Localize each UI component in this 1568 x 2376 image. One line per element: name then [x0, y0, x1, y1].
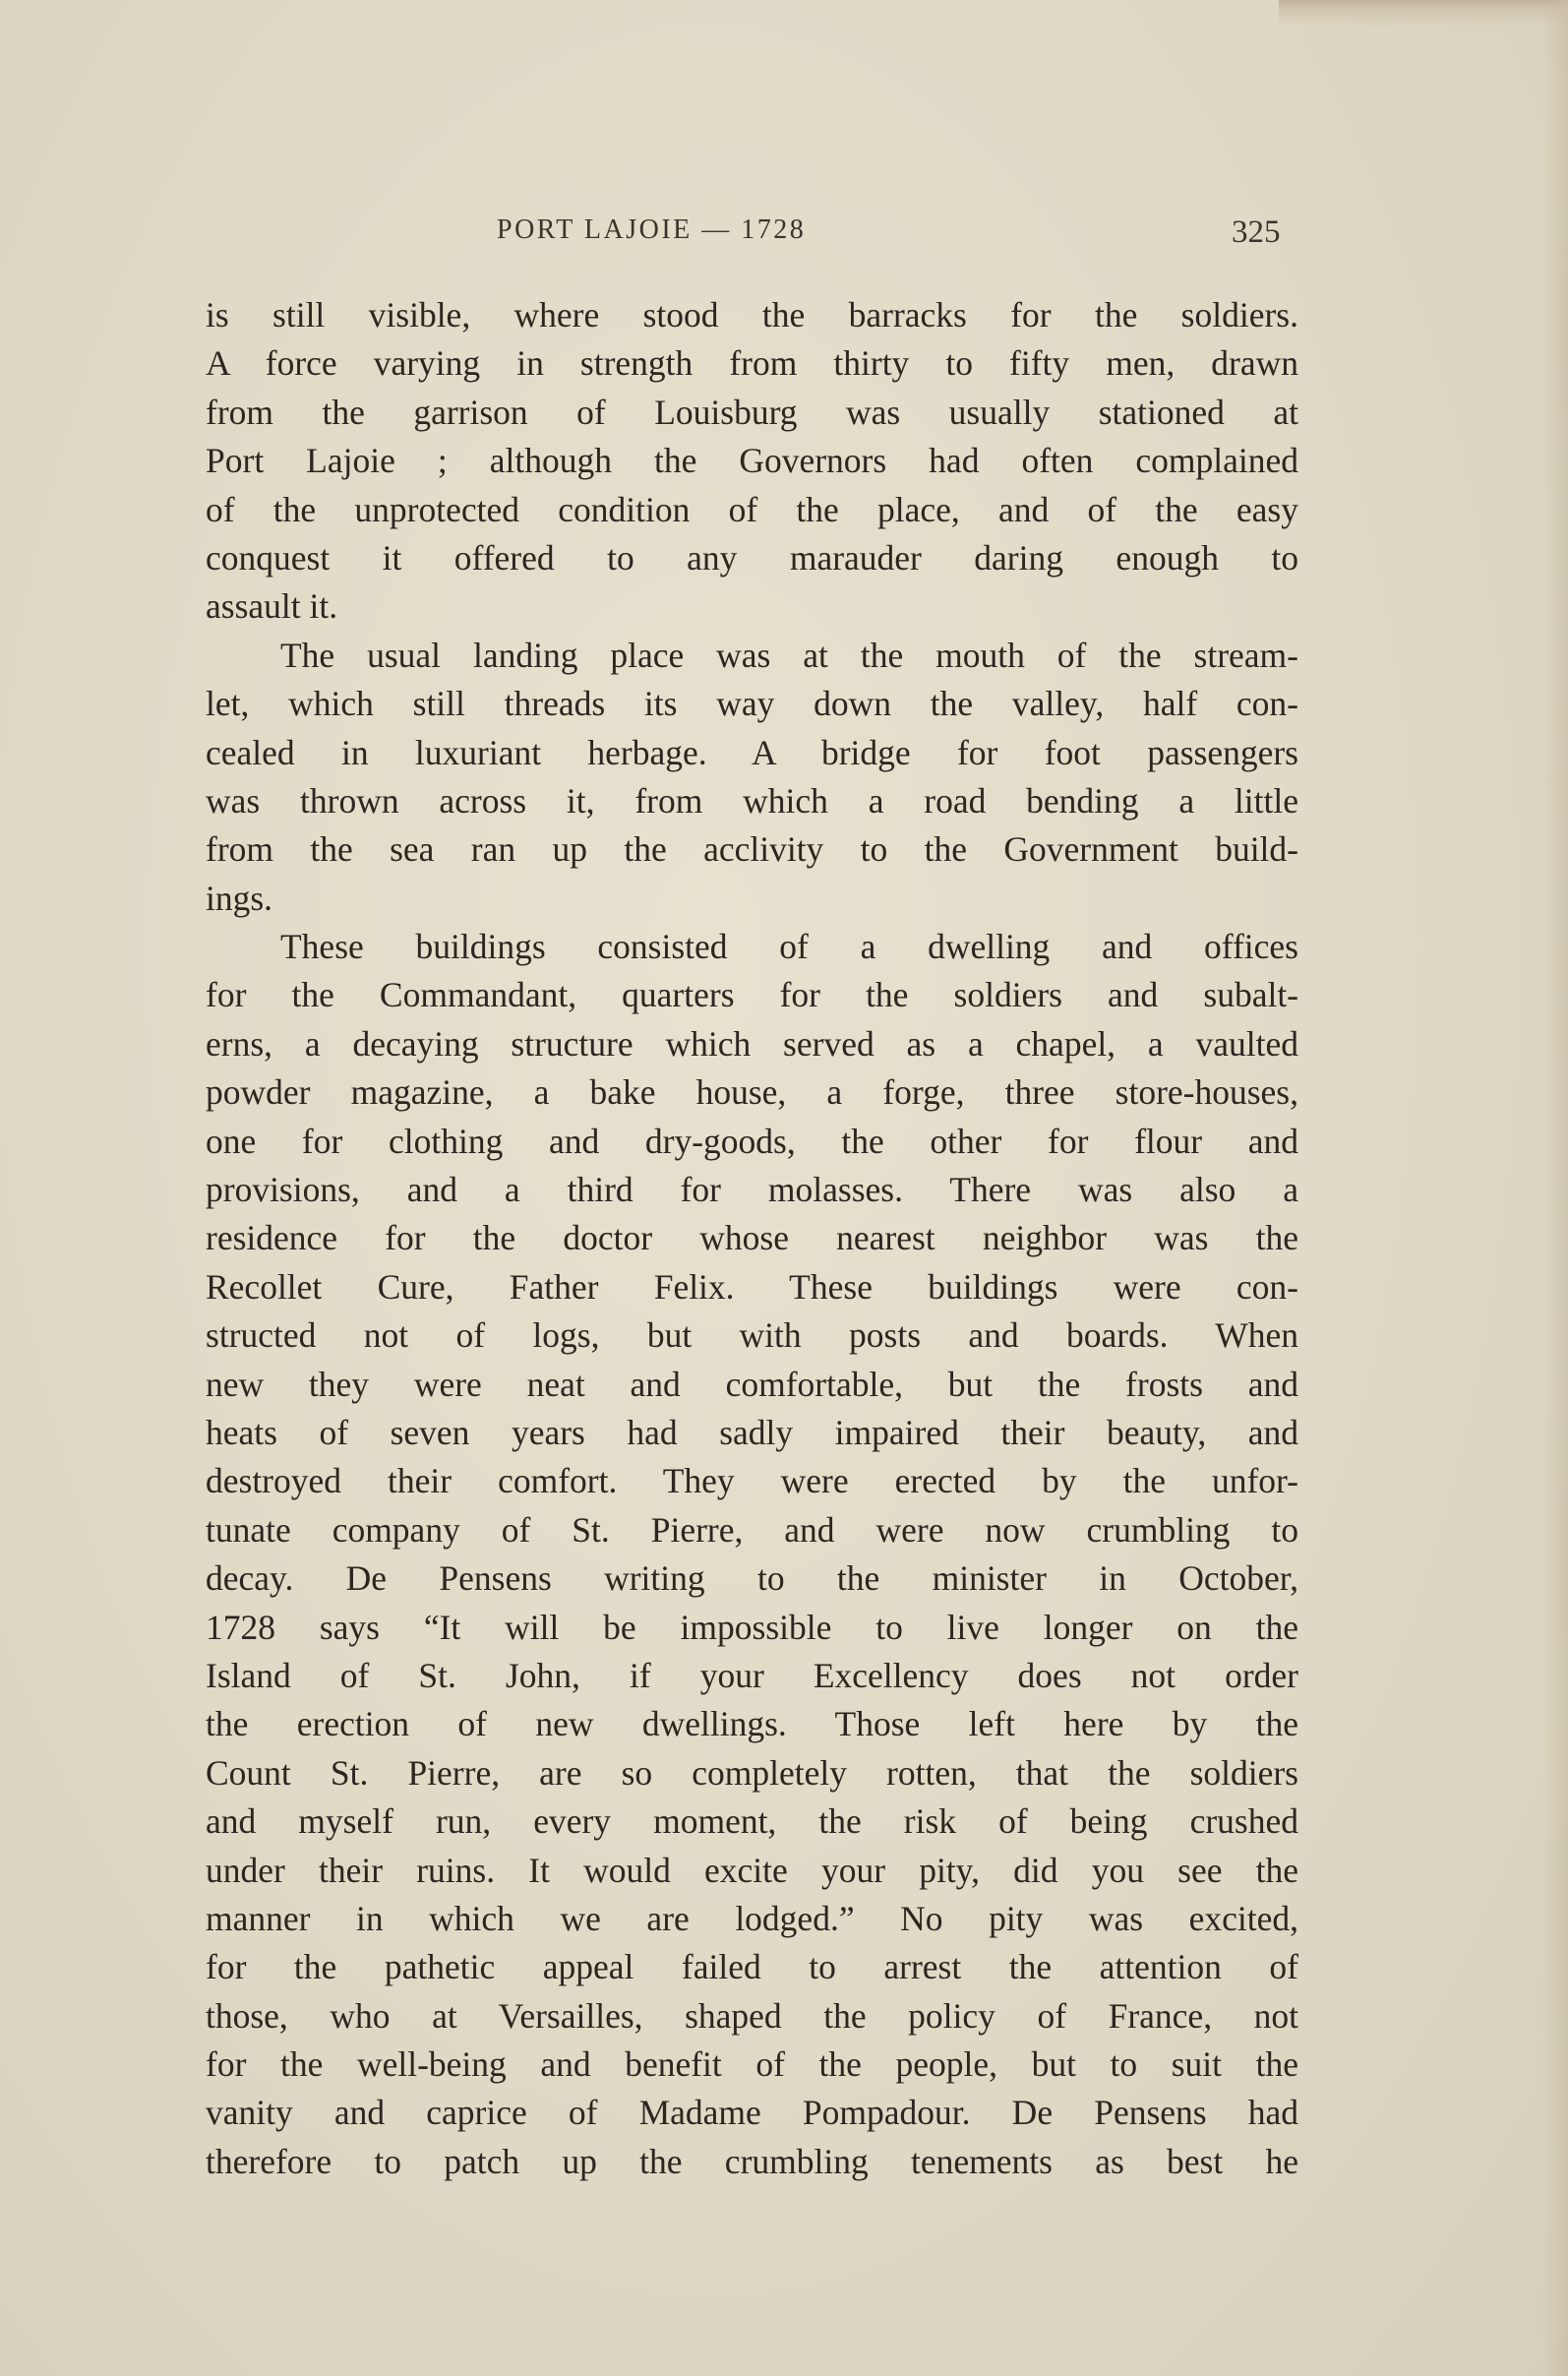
running-head: PORT LAJOIE — 1728 — [497, 214, 807, 245]
text-line: residence for the doctor whose nearest neighbor was the — [206, 1218, 1298, 1258]
text-line: for the Commandant, quarters for the soldiers and subalt- — [206, 975, 1298, 1015]
text-line: the erection of new dwellings. Those left here by the — [206, 1704, 1298, 1744]
text-line: heats of seven years had sadly impaired their beauty, and — [206, 1412, 1298, 1452]
text-line: tunate company of St. Pierre, and were now crumbling to — [206, 1509, 1298, 1550]
text-line: erns, a decaying structure which served as a chapel, a vaulted — [206, 1023, 1298, 1064]
text-line: was thrown across it, from which a road bending a little — [206, 780, 1298, 821]
text-line: from the garrison of Louisburg was usually stationed at — [206, 392, 1298, 432]
text-line: those, who at Versailles, shaped the policy of France, not — [206, 1995, 1298, 2036]
text-line: Count St. Pierre, are so completely rotten, that the soldiers — [206, 1752, 1298, 1793]
text-line: 1728 says “It will be impossible to live longer on the — [206, 1607, 1298, 1647]
text-line: structed not of logs, but with posts and boards. When — [206, 1315, 1298, 1356]
text-line: Port Lajoie ; although the Governors had often complained — [206, 441, 1298, 481]
page-top-edge — [1279, 0, 1568, 28]
text-line: decay. De Pensens writing to the minister in October, — [206, 1558, 1298, 1599]
page-right-edge — [1542, 0, 1568, 2376]
text-line: A force varying in strength from thirty to fifty men, drawn — [206, 343, 1298, 384]
paragraph-first-line: These buildings consisted of a dwelling and offices — [280, 927, 1298, 967]
text-line: manner in which we are lodged.” No pity was excited, — [206, 1898, 1298, 1938]
text-line: provisions, and a third for molasses. There was also a — [206, 1170, 1298, 1210]
body-text — [206, 291, 1298, 2186]
text-line: is still visible, where stood the barracks for the soldiers. — [206, 295, 1298, 335]
text-line: powder magazine, a bake house, a forge, three store-houses, — [206, 1072, 1298, 1113]
text-line: Island of St. John, if your Excellency does not order — [206, 1655, 1298, 1695]
text-line: cealed in luxuriant herbage. A bridge for foot passengers — [206, 732, 1298, 772]
text-line: one for clothing and dry-goods, the other for flour and — [206, 1121, 1298, 1161]
text-line: therefore to patch up the crumbling tenements as best he — [206, 2141, 1298, 2181]
text-line: let, which still threads its way down the valley, half con- — [206, 684, 1298, 724]
paragraph-first-line: The usual landing place was at the mouth of the stream- — [280, 635, 1298, 675]
text-line: assault it. — [206, 586, 338, 627]
text-line: under their ruins. It would excite your pity, did you see the — [206, 1850, 1298, 1890]
text-line: new they were neat and comfortable, but the frosts and — [206, 1364, 1298, 1404]
text-line: for the pathetic appeal failed to arrest the attention of — [206, 1947, 1298, 1987]
text-line: destroyed their comfort. They were erected by the unfor- — [206, 1461, 1298, 1501]
text-line: conquest it offered to any marauder daring enough to — [206, 537, 1298, 578]
text-line: Recollet Cure, Father Felix. These buildings were con- — [206, 1266, 1298, 1307]
text-line: vanity and caprice of Madame Pompadour. De Pensens had — [206, 2093, 1298, 2133]
text-line: from the sea ran up the acclivity to the Government build- — [206, 829, 1298, 870]
text-line: and myself run, every moment, the risk of being crushed — [206, 1801, 1298, 1842]
text-line: of the unprotected condition of the place, and of the easy — [206, 489, 1298, 529]
text-line: for the well-being and benefit of the people, but to suit the — [206, 2044, 1298, 2085]
text-line: ings. — [206, 878, 273, 918]
page-number: 325 — [1232, 214, 1281, 250]
